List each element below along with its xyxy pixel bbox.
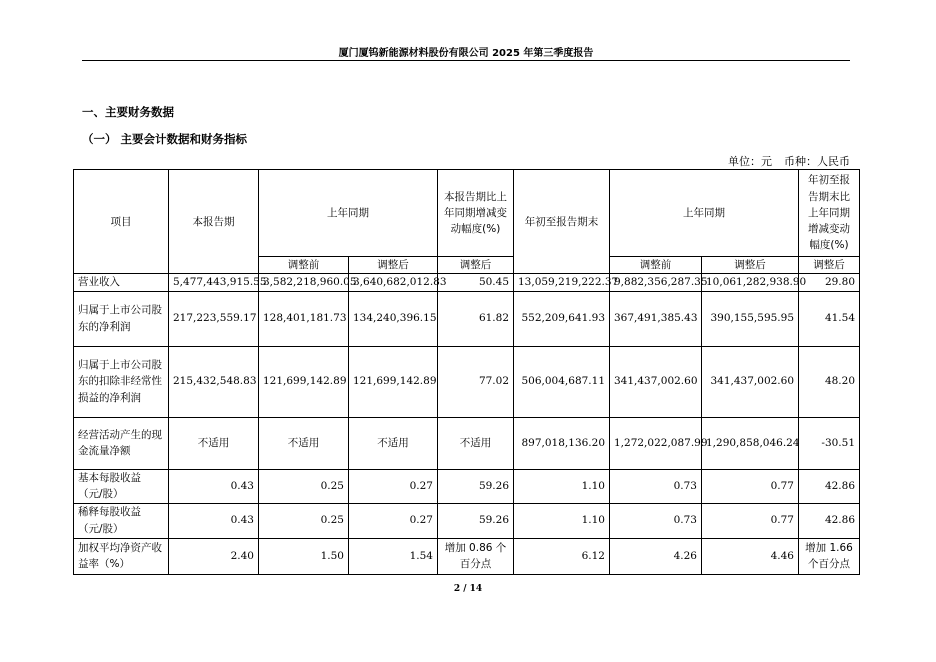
cell-change: 不适用 [438,417,514,469]
cell-last-year-ytd-after: 0.77 [702,503,799,538]
table-row [74,346,860,417]
header-last-year-same-period-ytd: 上年同期 [610,170,799,257]
header-after-adjustment-change-ytd: 调整后 [799,257,860,274]
row-item-label: 经营活动产生的现金流量净额 [74,417,169,469]
cell-last-year-after: 3,640,682,012.83 [349,274,438,291]
cell-current-period: 0.43 [169,503,259,538]
cell-change-ytd: 29.80 [799,274,860,291]
cell-change-ytd: 42.86 [799,469,860,503]
cell-ytd: 506,004,687.11 [514,346,610,417]
cell-current-period: 2.40 [169,538,259,574]
cell-change: 77.02 [438,346,514,417]
cell-last-year-ytd-after: 341,437,002.60 [702,346,799,417]
cell-last-year-ytd-before: 0.73 [610,469,702,503]
row-item-label: 加权平均净资产收益率（%） [74,538,169,574]
header-change-current: 本报告期比上年同期增减变动幅度(%) [438,170,514,257]
page-number: 2 / 14 [453,584,483,594]
subsection-title: （一） 主要会计数据和财务指标 [82,132,248,146]
cell-change: 61.82 [438,291,514,346]
cell-last-year-after: 134,240,396.15 [349,291,438,346]
cell-last-year-ytd-after: 10,061,282,938.90 [702,274,799,291]
cell-change: 59.26 [438,503,514,538]
cell-current-period: 217,223,559.17 [169,291,259,346]
cell-last-year-after: 121,699,142.89 [349,346,438,417]
header-after-adjustment-ytd: 调整后 [702,257,799,274]
table-row [74,417,860,469]
cell-last-year-before: 3,582,218,960.05 [259,274,349,291]
header-before-adjustment-ytd: 调整前 [610,257,702,274]
header-before-adjustment: 调整前 [259,257,349,274]
table-row [74,274,860,291]
cell-ytd: 6.12 [514,538,610,574]
cell-last-year-ytd-after: 1,290,858,046.24 [702,417,799,469]
header-last-year-same-period: 上年同期 [259,170,438,257]
cell-change-ytd: 48.20 [799,346,860,417]
cell-last-year-after: 不适用 [349,417,438,469]
cell-last-year-before: 128,401,181.73 [259,291,349,346]
cell-ytd: 1.10 [514,503,610,538]
cell-last-year-ytd-after: 0.77 [702,469,799,503]
cell-last-year-after: 0.27 [349,503,438,538]
cell-change: 59.26 [438,469,514,503]
cell-current-period: 不适用 [169,417,259,469]
header-divider [82,60,850,61]
cell-change-ytd: 41.54 [799,291,860,346]
cell-last-year-after: 1.54 [349,538,438,574]
header-item: 项目 [74,170,169,274]
cell-current-period: 215,432,548.83 [169,346,259,417]
cell-change: 50.45 [438,274,514,291]
row-item-label: 归属于上市公司股东的扣除非经常性损益的净利润 [74,346,169,417]
unit-line [716,153,850,169]
financial-data-table [73,169,860,575]
cell-last-year-before: 0.25 [259,503,349,538]
row-item-label: 稀释每股收益（元/股） [74,503,169,538]
section-title: 一、主要财务数据 [82,105,174,119]
cell-ytd: 1.10 [514,469,610,503]
cell-last-year-ytd-before: 367,491,385.43 [610,291,702,346]
table-row [74,291,860,346]
header-after-adjustment: 调整后 [349,257,438,274]
header-current-period: 本报告期 [169,170,259,274]
cell-last-year-before: 121,699,142.89 [259,346,349,417]
cell-change: 增加 0.86 个百分点 [438,538,514,574]
cell-current-period: 0.43 [169,469,259,503]
cell-last-year-before: 1.50 [259,538,349,574]
header-change-ytd: 年初至报告期末比上年同期增减变动幅度(%) [799,170,860,257]
cell-last-year-ytd-after: 390,155,595.95 [702,291,799,346]
cell-current-period: 5,477,443,915.55 [169,274,259,291]
table-row [74,469,860,503]
table-row [74,503,860,538]
currency-label: 币种：人民币 [784,155,850,168]
cell-last-year-ytd-before: 0.73 [610,503,702,538]
cell-last-year-ytd-before: 341,437,002.60 [610,346,702,417]
cell-ytd: 552,209,641.93 [514,291,610,346]
header-after-adjustment-change: 调整后 [438,257,514,274]
report-header: 厦门厦钨新能源材料股份有限公司 2025 年第三季度报告 [338,48,594,59]
cell-change-ytd: 42.86 [799,503,860,538]
cell-last-year-ytd-before: 1,272,022,087.99 [610,417,702,469]
cell-last-year-before: 0.25 [259,469,349,503]
header-ytd: 年初至报告期末 [514,170,610,274]
row-item-label: 归属于上市公司股东的净利润 [74,291,169,346]
cell-last-year-ytd-before: 4.26 [610,538,702,574]
cell-last-year-after: 0.27 [349,469,438,503]
unit-label: 单位：元 [728,155,772,168]
cell-ytd: 897,018,136.20 [514,417,610,469]
cell-change-ytd: 增加 1.66 个百分点 [799,538,860,574]
cell-change-ytd: -30.51 [799,417,860,469]
cell-last-year-before: 不适用 [259,417,349,469]
cell-ytd: 13,059,219,222.37 [514,274,610,291]
cell-last-year-ytd-after: 4.46 [702,538,799,574]
cell-last-year-ytd-before: 9,882,356,287.35 [610,274,702,291]
row-item-label: 基本每股收益（元/股） [74,469,169,503]
row-item-label: 营业收入 [74,274,169,291]
table-row [74,538,860,574]
